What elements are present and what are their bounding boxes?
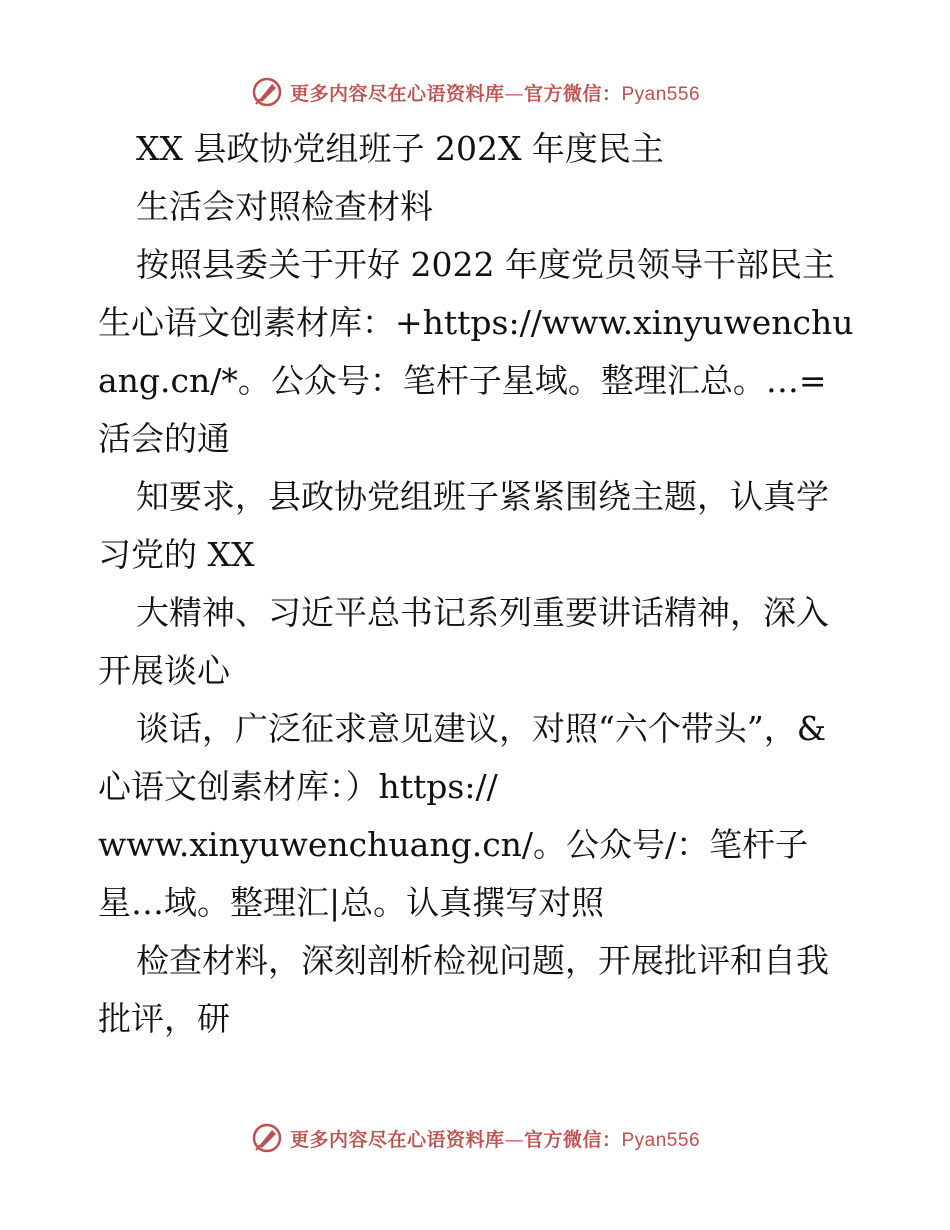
banner-wechat-id: Pyan556 xyxy=(621,1129,701,1151)
footer-banner xyxy=(0,1118,950,1158)
doc-title-line-1: XX 县政协党组班子 202X 年度民主 xyxy=(136,129,664,168)
pen-nib-logo-icon xyxy=(250,75,284,109)
pen-nib-logo-icon xyxy=(250,1121,284,1155)
banner-wechat-id: Pyan556 xyxy=(621,83,701,105)
doc-paragraph: 按照县委关于开好 2022 年度党员领导干部民主生心语文创素材库：+https://www.xinyuwenchuang.cn/*。公众号：笔杆子星域。整理汇总。…=活会的通 xyxy=(98,245,854,458)
doc-paragraph: www.xinyuwenchuang.cn/。公众号/：笔杆子星…域。整理汇|总。认真撰写对照 xyxy=(98,825,809,922)
document-body xyxy=(98,120,858,1048)
header-banner-text xyxy=(290,79,700,106)
doc-paragraph: 知要求，县政协党组班子紧紧围绕主题，认真学习党的 XX xyxy=(98,477,829,574)
banner-main-text: 更多内容尽在心语资料库 xyxy=(289,82,505,105)
doc-paragraph: 检查材料，深刻剖析检视问题，开展批评和自我批评，研 xyxy=(98,941,829,1038)
header-banner xyxy=(0,72,950,112)
banner-dash: — xyxy=(504,1128,524,1151)
doc-paragraph: 大精神、习近平总书记系列重要讲话精神，深入开展谈心 xyxy=(98,593,829,690)
banner-dash: — xyxy=(504,82,524,105)
banner-official-label: 官方微信： xyxy=(523,82,622,105)
banner-main-text: 更多内容尽在心语资料库 xyxy=(289,1128,505,1151)
doc-paragraph: 谈话，广泛征求意见建议，对照“六个带头”，&心语文创素材库：）https:// xyxy=(98,709,827,806)
footer-banner-text xyxy=(290,1125,700,1152)
banner-official-label: 官方微信： xyxy=(523,1128,622,1151)
doc-title-line-2: 生活会对照检查材料 xyxy=(136,187,433,226)
